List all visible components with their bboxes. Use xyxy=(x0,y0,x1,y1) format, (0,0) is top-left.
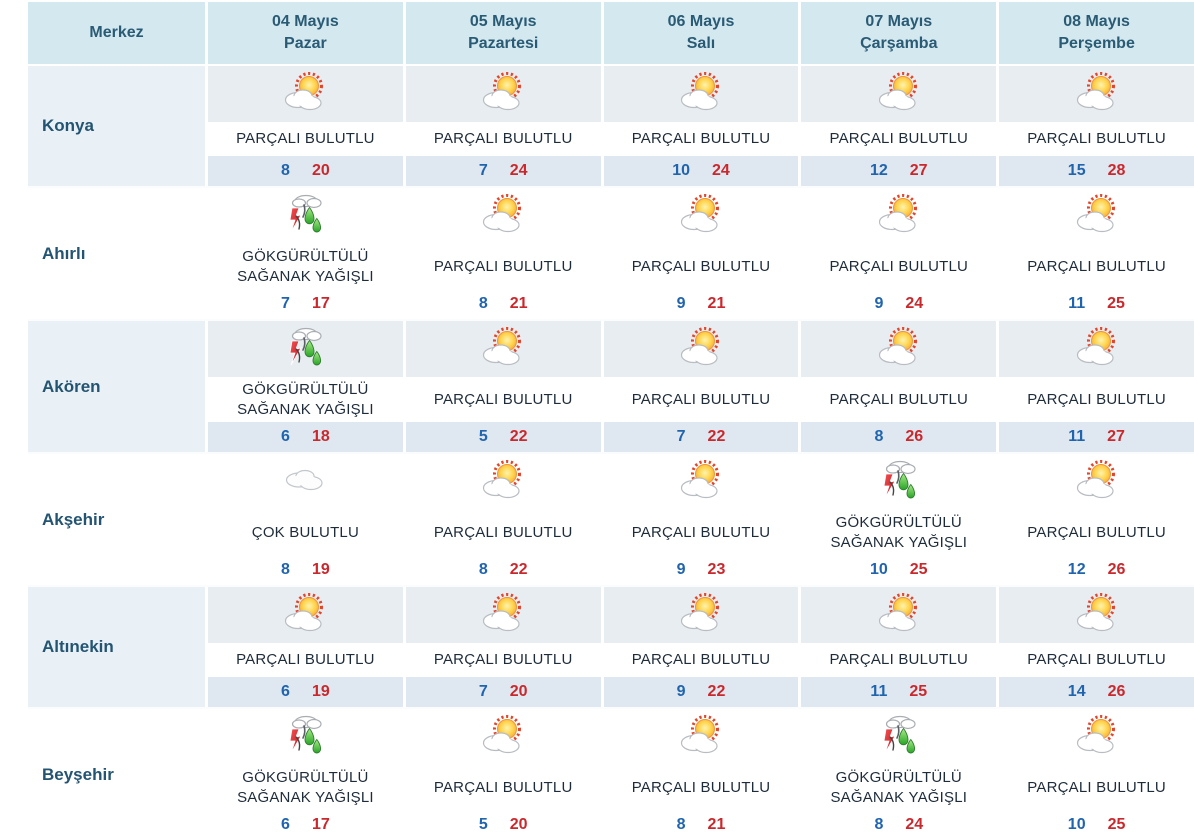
forecast-condition: PARÇALI BULUTLU xyxy=(999,765,1194,810)
sun-behind-cloud-icon xyxy=(477,70,529,118)
city-label: Beyşehir xyxy=(28,709,205,833)
sun-behind-cloud-icon xyxy=(279,591,331,639)
city-label: Ahırlı xyxy=(28,188,205,319)
max-temperature: 20 xyxy=(509,683,528,700)
forecast-temps xyxy=(801,156,996,186)
min-temperature: 10 xyxy=(1067,816,1086,833)
day-weekday: Çarşamba xyxy=(860,35,938,52)
forecast-icon-cell xyxy=(208,321,403,377)
max-temperature: 24 xyxy=(509,162,528,179)
forecast-temps xyxy=(801,422,996,452)
max-temperature: 25 xyxy=(909,561,928,578)
forecast-condition: PARÇALI BULUTLU xyxy=(801,643,996,677)
forecast-condition: PARÇALI BULUTLU xyxy=(999,510,1194,555)
sun-behind-cloud-icon xyxy=(1071,713,1123,761)
forecast-temps xyxy=(604,156,799,186)
city-label: Konya xyxy=(28,66,205,186)
sun-behind-cloud-icon xyxy=(1071,458,1123,506)
storm-cloud-red-lightning-green-raindrops-icon xyxy=(279,192,331,240)
sun-behind-cloud-icon xyxy=(1071,192,1123,240)
forecast-icon-cell xyxy=(406,454,601,510)
forecast-condition: GÖKGÜRÜLTÜLÜ SAĞANAK YAĞIŞLI xyxy=(801,765,996,810)
forecast-condition: PARÇALI BULUTLU xyxy=(604,765,799,810)
sun-behind-cloud-icon xyxy=(477,192,529,240)
max-temperature: 27 xyxy=(1107,428,1125,445)
sun-behind-cloud-icon xyxy=(675,70,727,118)
forecast-icon-cell xyxy=(208,66,403,122)
day-date: 08 Mayıs xyxy=(1063,13,1130,30)
max-temperature: 25 xyxy=(1107,816,1126,833)
city-row xyxy=(28,454,1194,587)
storm-cloud-red-lightning-green-raindrops-icon xyxy=(279,713,331,761)
forecast-condition: PARÇALI BULUTLU xyxy=(406,510,601,555)
forecast-icon-cell xyxy=(406,321,601,377)
forecast-temps xyxy=(801,677,996,707)
forecast-icon-cell xyxy=(406,709,601,765)
min-temperature: 7 xyxy=(478,162,488,179)
column-header-day xyxy=(208,2,403,64)
day-date: 07 Mayıs xyxy=(865,13,933,30)
sun-behind-cloud-icon xyxy=(1071,70,1123,118)
forecast-temps xyxy=(999,156,1194,186)
sun-behind-cloud-icon xyxy=(279,70,331,118)
forecast-temps xyxy=(406,156,601,186)
forecast-condition: PARÇALI BULUTLU xyxy=(999,122,1194,156)
day-date: 05 Mayıs xyxy=(469,13,537,30)
forecast-temps xyxy=(406,422,601,452)
sun-behind-cloud-icon xyxy=(675,325,727,373)
forecast-temps xyxy=(406,810,601,833)
forecast-icon-cell xyxy=(406,587,601,643)
forecast-condition: PARÇALI BULUTLU xyxy=(604,510,799,555)
forecast-temps xyxy=(406,555,601,585)
forecast-icon-cell xyxy=(604,66,799,122)
forecast-temps xyxy=(801,289,996,319)
forecast-condition: PARÇALI BULUTLU xyxy=(406,765,601,810)
sun-behind-cloud-icon xyxy=(675,458,727,506)
min-temperature: 7 xyxy=(676,428,686,445)
forecast-condition: PARÇALI BULUTLU xyxy=(999,377,1194,422)
forecast-temps xyxy=(999,810,1194,833)
forecast-icon-cell xyxy=(801,587,996,643)
min-temperature: 8 xyxy=(281,561,290,578)
min-temperature: 12 xyxy=(869,162,888,179)
sun-behind-cloud-icon xyxy=(675,192,727,240)
max-temperature: 28 xyxy=(1107,162,1126,179)
forecast-condition: PARÇALI BULUTLU xyxy=(801,377,996,422)
forecast-temps xyxy=(208,422,403,452)
city-label: Akşehir xyxy=(28,454,205,585)
column-header-day xyxy=(406,2,601,64)
forecast-icon-cell xyxy=(406,188,601,244)
min-temperature: 8 xyxy=(676,816,686,833)
forecast-temps xyxy=(604,677,799,707)
column-header-day xyxy=(999,2,1194,64)
max-temperature: 26 xyxy=(905,428,924,445)
max-temperature: 25 xyxy=(909,683,928,700)
sun-behind-cloud-icon xyxy=(477,325,529,373)
forecast-temps xyxy=(604,422,799,452)
forecast-icon-cell xyxy=(208,587,403,643)
max-temperature: 19 xyxy=(311,683,330,700)
forecast-temps xyxy=(604,289,799,319)
forecast-condition: PARÇALI BULUTLU xyxy=(406,377,601,422)
city-row xyxy=(28,66,1194,188)
forecast-condition: PARÇALI BULUTLU xyxy=(406,244,601,289)
forecast-icon-cell xyxy=(801,321,996,377)
forecast-condition: PARÇALI BULUTLU xyxy=(604,643,799,677)
forecast-condition: PARÇALI BULUTLU xyxy=(999,643,1194,677)
forecast-icon-cell xyxy=(604,587,799,643)
column-header-day xyxy=(604,2,799,64)
min-temperature: 10 xyxy=(869,561,888,578)
forecast-temps xyxy=(999,677,1194,707)
min-temperature: 11 xyxy=(1068,428,1086,445)
max-temperature: 20 xyxy=(509,816,528,833)
max-temperature: 17 xyxy=(311,816,330,833)
forecast-temps xyxy=(999,289,1194,319)
forecast-icon-cell xyxy=(999,66,1194,122)
max-temperature: 22 xyxy=(707,683,726,700)
forecast-icon-cell xyxy=(604,454,799,510)
forecast-temps xyxy=(801,555,996,585)
forecast-icon-cell xyxy=(604,188,799,244)
day-weekday: Perşembe xyxy=(1058,35,1135,52)
forecast-icon-cell xyxy=(208,709,403,765)
max-temperature: 22 xyxy=(509,428,528,445)
city-row xyxy=(28,188,1194,321)
weather-forecast-table xyxy=(28,2,1194,833)
min-temperature: 5 xyxy=(478,428,488,445)
min-temperature: 8 xyxy=(874,816,884,833)
forecast-condition: ÇOK BULUTLU xyxy=(208,510,403,555)
forecast-icon-cell xyxy=(604,321,799,377)
min-temperature: 8 xyxy=(874,428,884,445)
forecast-icon-cell xyxy=(801,66,996,122)
forecast-temps xyxy=(604,810,799,833)
min-temperature: 6 xyxy=(281,683,290,700)
min-temperature: 6 xyxy=(281,816,290,833)
forecast-condition: PARÇALI BULUTLU xyxy=(406,643,601,677)
forecast-temps xyxy=(208,677,403,707)
max-temperature: 23 xyxy=(707,561,726,578)
sun-behind-cloud-icon xyxy=(477,713,529,761)
min-temperature: 11 xyxy=(1068,295,1086,312)
min-temperature: 14 xyxy=(1067,683,1086,700)
forecast-temps xyxy=(999,555,1194,585)
clouds-icon xyxy=(279,458,331,506)
forecast-condition: PARÇALI BULUTLU xyxy=(406,122,601,156)
forecast-icon-cell xyxy=(999,321,1194,377)
max-temperature: 24 xyxy=(711,162,730,179)
max-temperature: 18 xyxy=(311,428,330,445)
sun-behind-cloud-icon xyxy=(873,325,925,373)
city-label: Altınekin xyxy=(28,587,205,707)
forecast-icon-cell xyxy=(999,188,1194,244)
city-row xyxy=(28,709,1194,833)
day-weekday: Salı xyxy=(686,35,716,52)
max-temperature: 21 xyxy=(509,295,528,312)
column-header-day xyxy=(801,2,996,64)
min-temperature: 9 xyxy=(676,683,686,700)
forecast-icon-cell xyxy=(801,709,996,765)
forecast-temps xyxy=(208,289,403,319)
min-temperature: 9 xyxy=(676,561,686,578)
city-row xyxy=(28,587,1194,709)
forecast-temps xyxy=(208,555,403,585)
min-temperature: 11 xyxy=(870,683,888,700)
min-temperature: 8 xyxy=(478,295,488,312)
storm-cloud-red-lightning-green-raindrops-icon xyxy=(873,713,925,761)
min-temperature: 10 xyxy=(672,162,690,179)
min-temperature: 6 xyxy=(281,428,290,445)
min-temperature: 8 xyxy=(281,162,290,179)
min-temperature: 9 xyxy=(676,295,686,312)
city-row xyxy=(28,321,1194,454)
max-temperature: 24 xyxy=(905,295,924,312)
forecast-condition: PARÇALI BULUTLU xyxy=(208,643,403,677)
forecast-condition: PARÇALI BULUTLU xyxy=(999,244,1194,289)
forecast-condition: PARÇALI BULUTLU xyxy=(604,377,799,422)
max-temperature: 20 xyxy=(311,162,330,179)
max-temperature: 22 xyxy=(509,561,528,578)
forecast-icon-cell xyxy=(999,709,1194,765)
forecast-temps xyxy=(999,422,1194,452)
sun-behind-cloud-icon xyxy=(873,591,925,639)
max-temperature: 24 xyxy=(905,816,924,833)
sun-behind-cloud-icon xyxy=(1071,325,1123,373)
forecast-icon-cell xyxy=(801,454,996,510)
forecast-condition: PARÇALI BULUTLU xyxy=(208,122,403,156)
sun-behind-cloud-icon xyxy=(477,591,529,639)
min-temperature: 8 xyxy=(478,561,488,578)
forecast-condition: GÖKGÜRÜLTÜLÜ SAĞANAK YAĞIŞLI xyxy=(208,765,403,810)
day-weekday: Pazartesi xyxy=(468,35,539,52)
max-temperature: 21 xyxy=(707,816,726,833)
min-temperature: 9 xyxy=(874,295,884,312)
max-temperature: 26 xyxy=(1107,683,1126,700)
forecast-icon-cell xyxy=(208,188,403,244)
max-temperature: 27 xyxy=(909,162,928,179)
city-label: Akören xyxy=(28,321,205,452)
forecast-icon-cell xyxy=(801,188,996,244)
storm-cloud-red-lightning-green-raindrops-icon xyxy=(873,458,925,506)
min-temperature: 12 xyxy=(1067,561,1086,578)
column-header-merkez: Merkez xyxy=(28,2,205,64)
forecast-icon-cell xyxy=(406,66,601,122)
sun-behind-cloud-icon xyxy=(873,70,925,118)
day-date: 04 Mayıs xyxy=(272,13,339,30)
forecast-condition: PARÇALI BULUTLU xyxy=(604,122,799,156)
min-temperature: 5 xyxy=(478,816,488,833)
day-weekday: Pazar xyxy=(284,35,327,52)
forecast-condition: PARÇALI BULUTLU xyxy=(801,244,996,289)
max-temperature: 17 xyxy=(311,295,330,312)
forecast-condition: GÖKGÜRÜLTÜLÜ SAĞANAK YAĞIŞLI xyxy=(208,377,403,422)
sun-behind-cloud-icon xyxy=(675,591,727,639)
forecast-icon-cell xyxy=(208,454,403,510)
forecast-condition: GÖKGÜRÜLTÜLÜ SAĞANAK YAĞIŞLI xyxy=(208,244,403,289)
min-temperature: 7 xyxy=(281,295,290,312)
forecast-condition: GÖKGÜRÜLTÜLÜ SAĞANAK YAĞIŞLI xyxy=(801,510,996,555)
min-temperature: 15 xyxy=(1067,162,1086,179)
forecast-temps xyxy=(604,555,799,585)
forecast-temps xyxy=(208,810,403,833)
max-temperature: 21 xyxy=(707,295,726,312)
forecast-temps xyxy=(406,677,601,707)
sun-behind-cloud-icon xyxy=(477,458,529,506)
max-temperature: 26 xyxy=(1107,561,1126,578)
max-temperature: 19 xyxy=(311,561,330,578)
forecast-condition: PARÇALI BULUTLU xyxy=(604,244,799,289)
forecast-temps xyxy=(801,810,996,833)
forecast-temps xyxy=(208,156,403,186)
forecast-temps xyxy=(406,289,601,319)
day-date: 06 Mayıs xyxy=(667,13,735,30)
forecast-icon-cell xyxy=(999,587,1194,643)
sun-behind-cloud-icon xyxy=(1071,591,1123,639)
sun-behind-cloud-icon xyxy=(675,713,727,761)
min-temperature: 7 xyxy=(478,683,488,700)
sun-behind-cloud-icon xyxy=(873,192,925,240)
max-temperature: 22 xyxy=(707,428,726,445)
table-header-row xyxy=(28,2,1194,64)
forecast-condition: PARÇALI BULUTLU xyxy=(801,122,996,156)
forecast-icon-cell xyxy=(999,454,1194,510)
storm-cloud-red-lightning-green-raindrops-icon xyxy=(279,325,331,373)
max-temperature: 25 xyxy=(1107,295,1125,312)
forecast-icon-cell xyxy=(604,709,799,765)
table-body xyxy=(28,66,1194,833)
